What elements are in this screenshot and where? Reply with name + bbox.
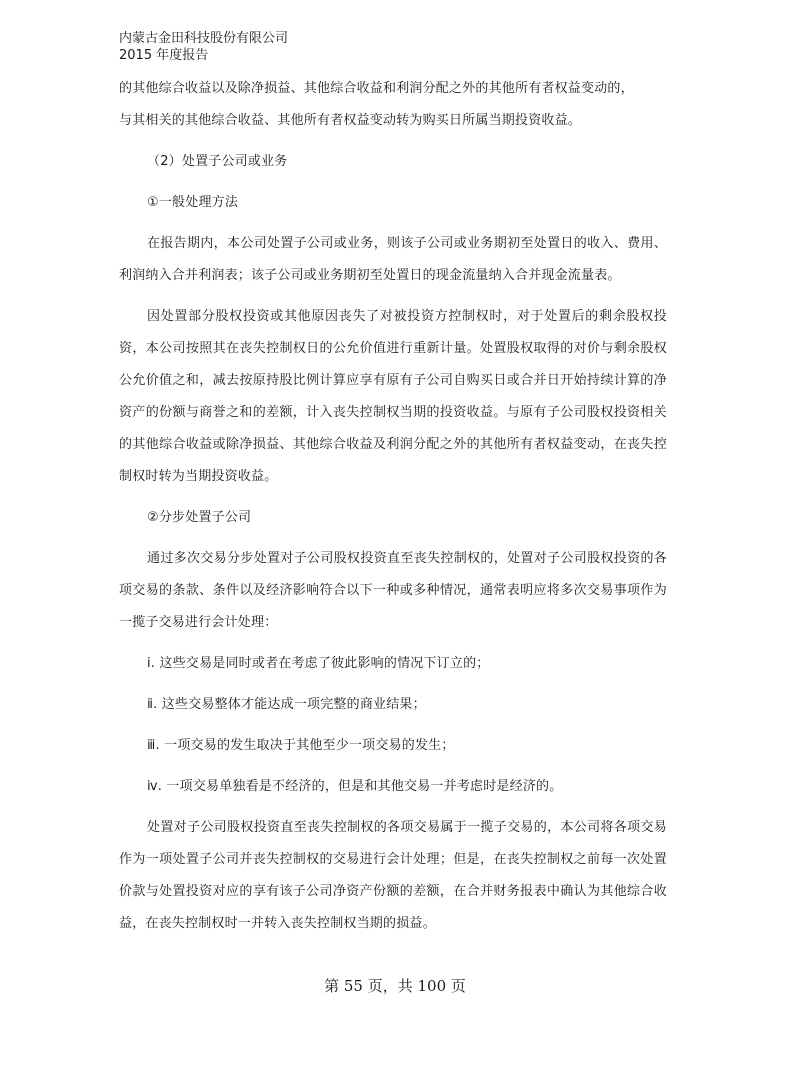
paragraph-loss-of-control: 因处置部分股权投资或其他原因丧失了对被投资方控制权时，对于处置后的剩余股权投资，本公司按照其在丧失控制权日的公允价值进行重新计量。处置股权取得的对价与剩余股权公允价值之和，减去按原持股比例计算应享有原有子公司自购买日或合并日开始持续计算的净资产的份额与商誉之和的差额，计入丧失控制权当期的投资收益。与原有子公司股权投资相关的其他综合收益或除净损益、其他综合收益及利润分配之外的其他所有者权益变动，在丧失控制权时转为当期投资收益。: [119, 309, 667, 484]
section-heading: （2）处置子公司或业务: [147, 154, 288, 169]
list-item: ⅳ. 一项交易单独看是不经济的，但是和其他交易一并考虑时是经济的。: [147, 779, 563, 794]
paragraph-reporting-period: 在报告期内，本公司处置子公司或业务，则该子公司或业务期初至处置日的收入、费用、利润纳入合并利润表；该子公司或业务期初至处置日的现金流量纳入合并现金流量表。: [119, 236, 667, 283]
body-text: [119, 73, 667, 940]
list-item: ⅰ. 这些交易是同时或者在考虑了彼此影响的情况下订立的；: [147, 656, 490, 671]
company-name: 内蒙古金田科技股份有限公司: [119, 31, 289, 46]
paragraph-package-deal: 处置对子公司股权投资直至丧失控制权的各项交易属于一揽子交易的，本公司将各项交易作为一项处置子公司并丧失控制权的交易进行会计处理；但是，在丧失控制权之前每一次处置价款与处置投资对应的享有该子公司净资产份额的差额，在合并财务报表中确认为其他综合收益，在丧失控制权时一并转入丧失控制权当期的损益。: [119, 820, 667, 931]
page-header: [119, 30, 288, 64]
list-item: ⅱ. 这些交易整体才能达成一项完整的商业结果；: [147, 697, 426, 712]
subheading-general-method: ①一般处理方法: [147, 195, 239, 210]
page-number: 第 55 页，共 100 页: [324, 977, 466, 995]
report-title: 2015 年度报告: [119, 48, 209, 63]
continued-line-2: 与其相关的其他综合收益、其他所有者权益变动转为购买日所属当期投资收益。: [119, 113, 582, 128]
continued-line-1: 的其他综合收益以及除净损益、其他综合收益和利润分配之外的其他所有者权益变动的，: [119, 81, 634, 96]
subheading-stepwise-disposal: ②分步处置子公司: [147, 510, 252, 525]
list-item: ⅲ. 一项交易的发生取决于其他至少一项交易的发生；: [147, 738, 455, 753]
paragraph-multiple-transactions: 通过多次交易分步处置对子公司股权投资直至丧失控制权的，处置对子公司股权投资的各项交易的条款、条件以及经济影响符合以下一种或多种情况，通常表明应将多次交易事项作为一揽子交易进行会计处理：: [119, 551, 667, 630]
